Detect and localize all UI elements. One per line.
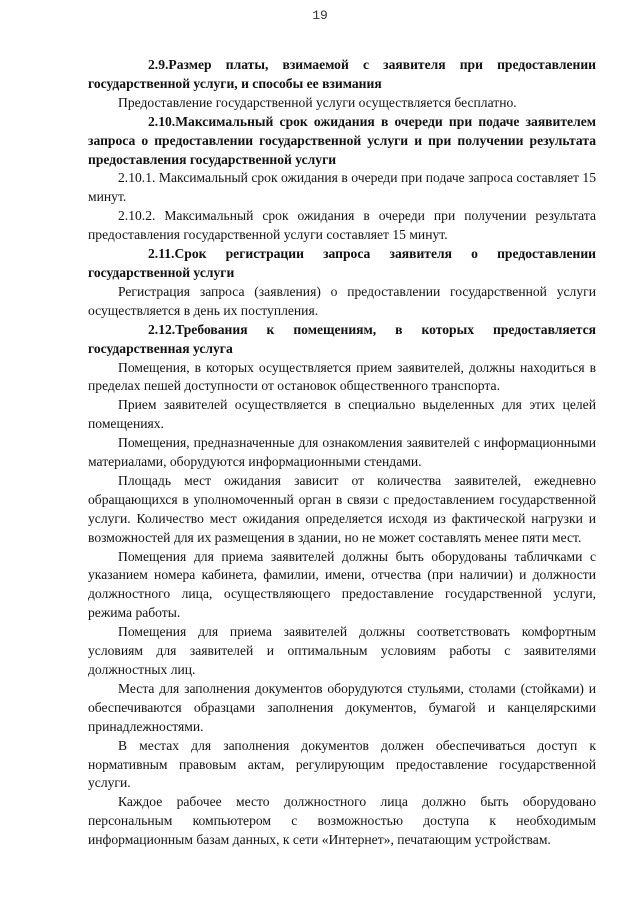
section-title: Размер платы, взимаемой с заявителя при предоставлении государственной услуги, и способы ее взимания xyxy=(88,57,596,91)
paragraph: Помещения для приема заявителей должны быть оборудованы табличками с указанием номера кабинета, фамилии, имени, отчества (при наличии) и должности должностного лица, осуществляющего предоставление государственной услуги, режима работы. xyxy=(88,548,596,621)
paragraph: Помещения для приема заявителей должны соответствовать комфортным условиям для заявителей и оптимальным условиям работы с заявителями должностных лиц. xyxy=(88,624,596,677)
section-title: Требования к помещениям, в которых предоставляется государственная услуга xyxy=(88,321,596,356)
paragraph: Регистрация запроса (заявления) о предоставлении государственной услуги осуществляется в день их поступления. xyxy=(88,283,596,318)
document-body xyxy=(88,56,596,850)
section-number: 2.10. xyxy=(148,113,176,129)
section-number: 2.9. xyxy=(148,57,169,72)
section-number: 2.12. xyxy=(148,321,176,337)
page-number: 19 xyxy=(312,8,328,23)
section-title: Максимальный срок ожидания в очереди при подаче заявителем запроса о предоставлении государственной услуги и при получении результата предоставления государственной услуги xyxy=(88,113,596,167)
paragraph: 2.10.2. Максимальный срок ожидания в очереди при получении результата предоставления государственной услуги составляет 15 минут. xyxy=(88,208,596,243)
paragraph: Прием заявителей осуществляется в специально выделенных для этих целей помещениях. xyxy=(88,397,596,432)
paragraph: Предоставление государственной услуги осуществляется бесплатно. xyxy=(118,94,517,110)
section-heading-2-10 xyxy=(88,113,596,170)
paragraph: 2.10.1. Максимальный срок ожидания в очереди при подаче запроса составляет 15 минут. xyxy=(88,170,596,205)
paragraph: Места для заполнения документов оборудуются стульями, столами (стойками) и обеспечиваются образцами заполнения документов, бумагой и канцелярскими принадлежностями. xyxy=(88,680,596,734)
paragraph: Помещения, предназначенные для ознакомления заявителей с информационными материалами, оборудуются информационными стендами. xyxy=(88,435,596,470)
section-heading-2-12 xyxy=(88,321,596,359)
section-title: Срок регистрации запроса заявителя о предоставлении государственной услуги xyxy=(88,246,596,280)
section-heading-2-11 xyxy=(88,245,596,283)
paragraph: Помещения, в которых осуществляется прием заявителей, должны находиться в пределах пешей доступности от остановок общественного транспорта. xyxy=(88,359,596,394)
paragraph: Каждое рабочее место должностного лица должно быть оборудовано персональным компьютером с возможностью доступа к необходимым информационным базам данных, к сети «Интернет», печатающим устройствам. xyxy=(88,794,596,848)
paragraph: Площадь мест ожидания зависит от количества заявителей, ежедневно обращающихся в уполномоченный орган в связи с предоставлением государственной услуги. Количество мест ожидания определяется исходя из фактической нагрузки и возможностей для их размещения в здании, но не может составлять менее пяти мест. xyxy=(88,472,596,545)
paragraph: В местах для заполнения документов должен обеспечиваться доступ к нормативным правовым актам, регулирующим предоставление государственной услуги. xyxy=(88,737,596,791)
section-heading-2-9 xyxy=(88,56,596,94)
section-number: 2.11. xyxy=(148,246,175,262)
